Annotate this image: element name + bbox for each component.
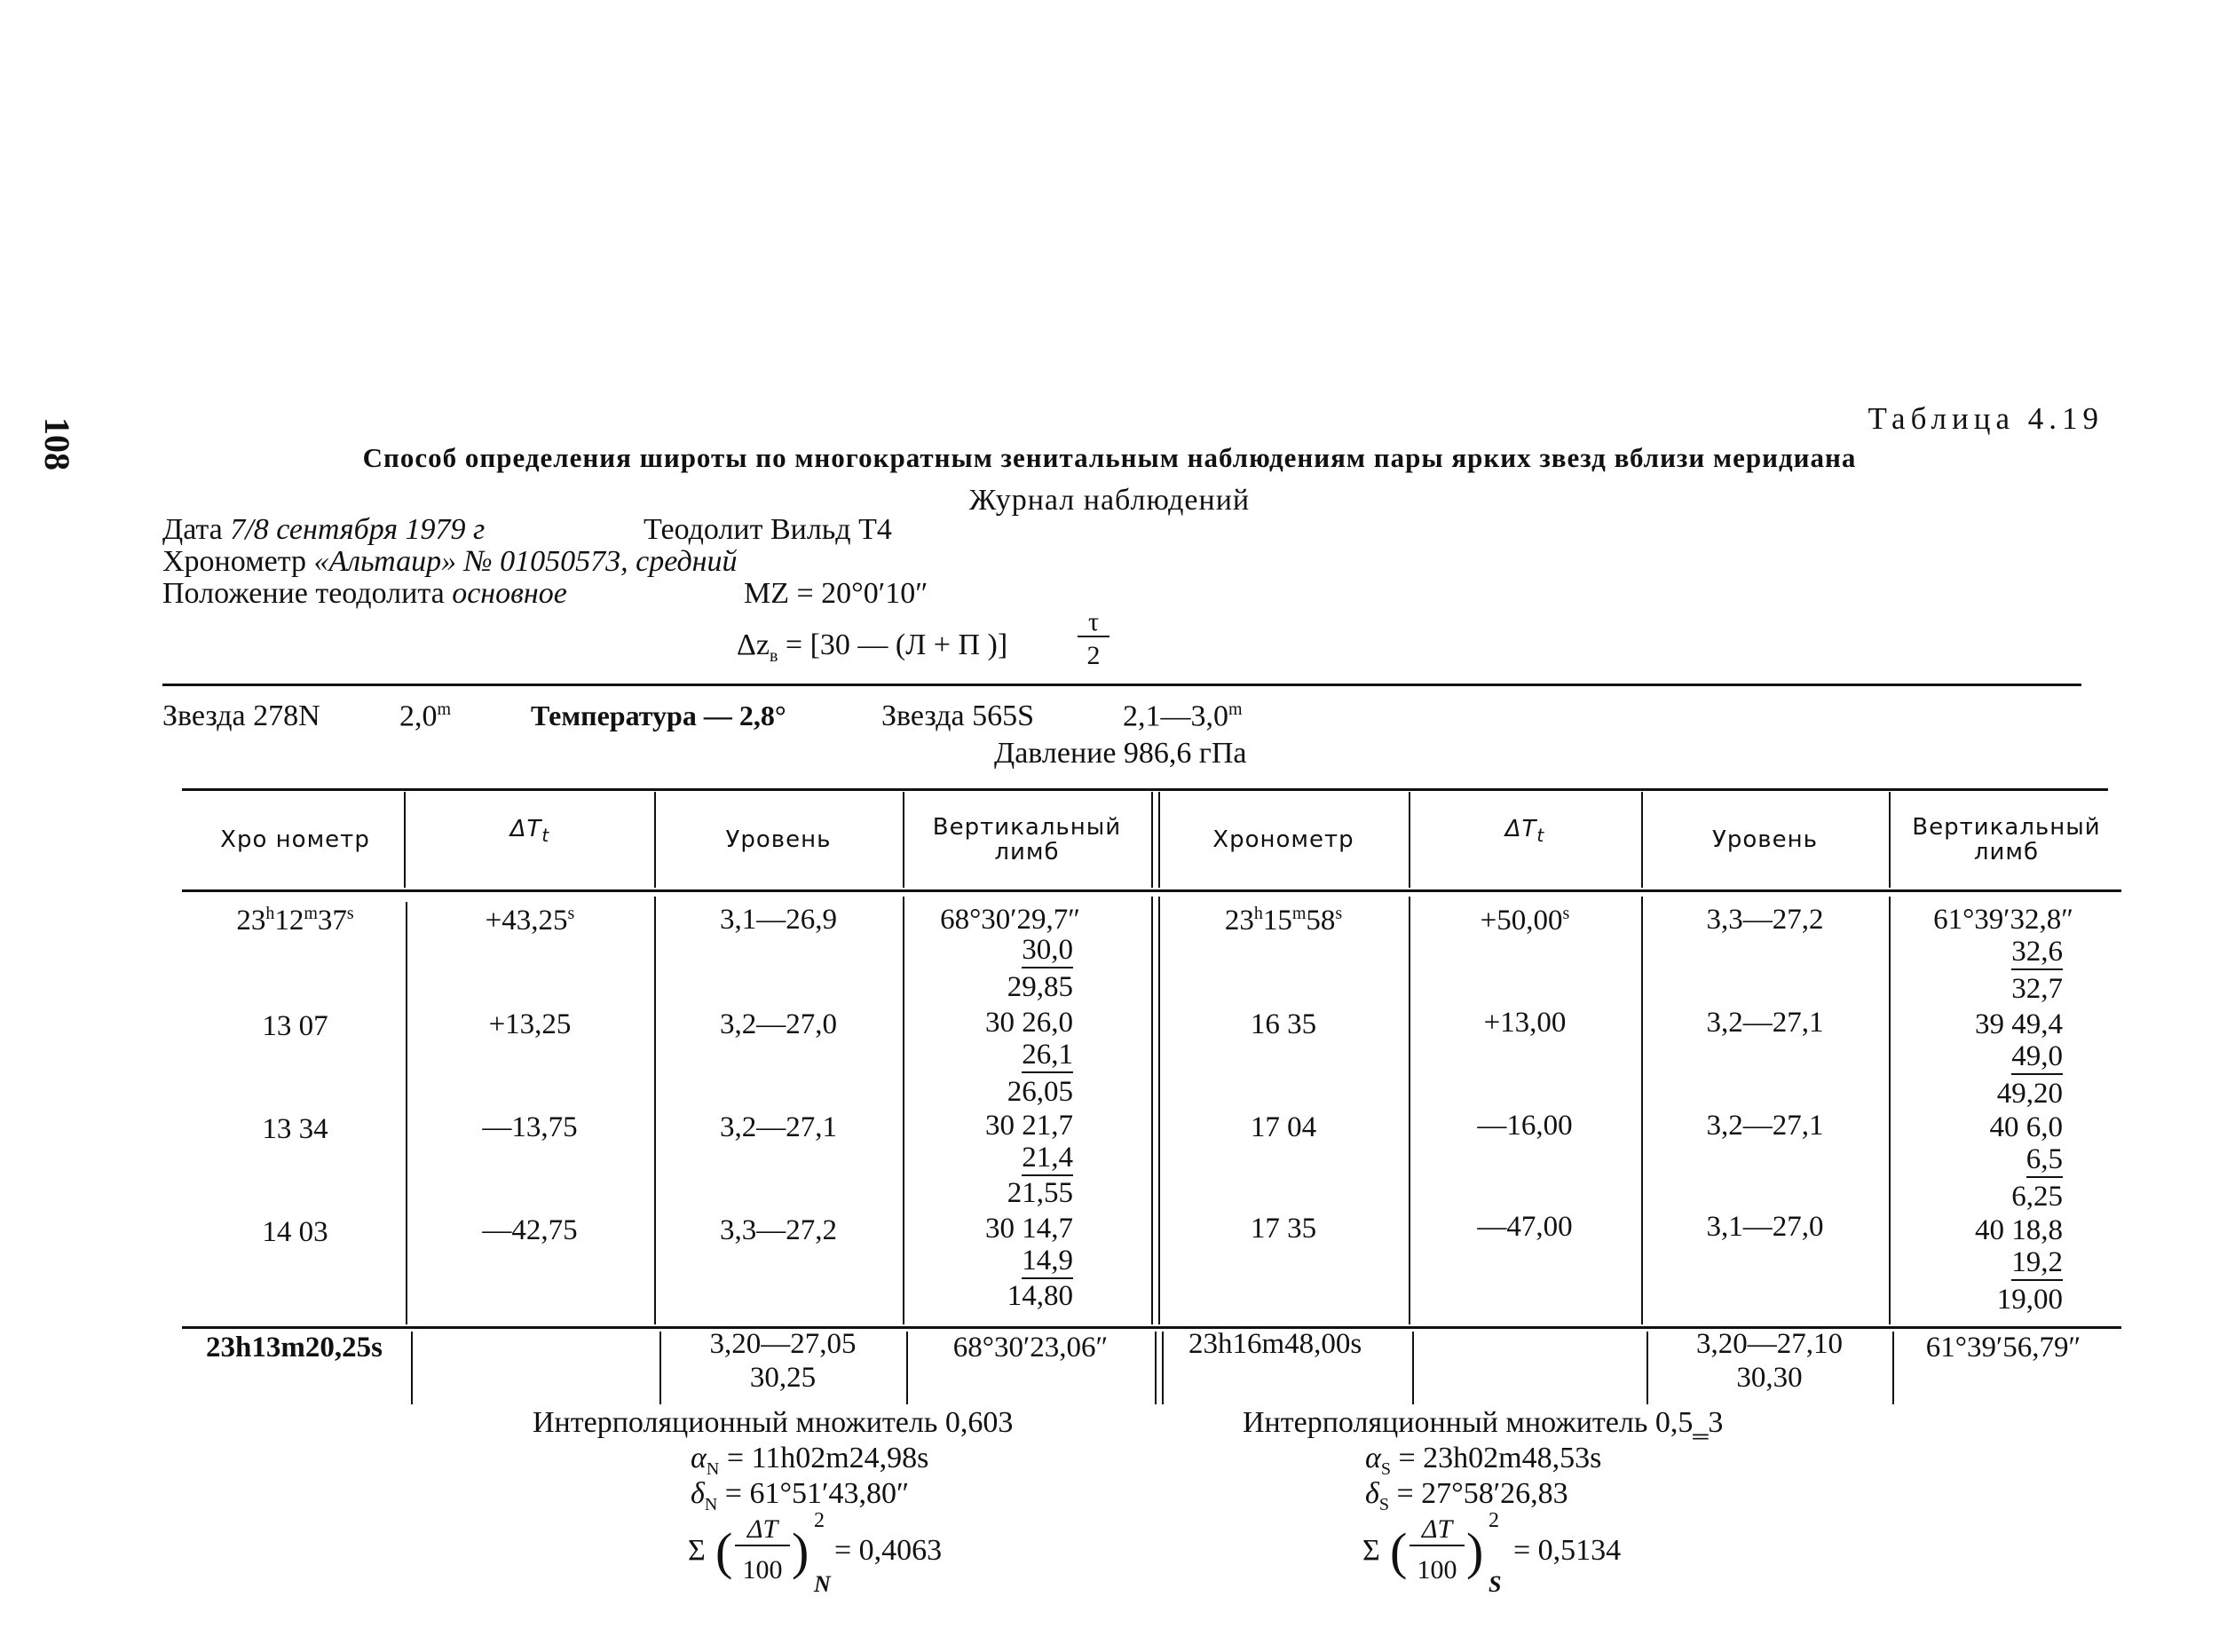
left-total-chrono: 23h13m20,25s: [206, 1332, 383, 1363]
left-limb-4b-val: 14,9: [1022, 1245, 1073, 1279]
interp-right: Интерполяционный множитель 0,5‗3: [1243, 1406, 1724, 1439]
header-dt-left: [406, 817, 654, 848]
right-dt-2: +13,00: [1483, 1007, 1567, 1039]
left-limb-3b: [903, 1142, 1073, 1176]
right-total-chrono: 23h16m48,00s: [1188, 1328, 1362, 1360]
left-dt-1: [406, 904, 654, 937]
right-limb-3b-val: 6,5: [2026, 1143, 2063, 1178]
sum-n-val: = 0,4063: [834, 1534, 943, 1567]
star-s-label: Звезда 565S: [881, 700, 1035, 732]
left-limb-3-avg: 21,55: [1007, 1177, 1073, 1209]
chrono-line: [162, 545, 738, 579]
header-dt-right-text: ΔT: [1504, 816, 1537, 842]
delta-z-formula: [737, 628, 1007, 667]
right-limb-4-avg: 19,00: [1996, 1284, 2063, 1316]
right-level-2: 3,2—27,1: [1706, 1007, 1824, 1039]
left-limb-1a: 68°30′29,7″: [940, 904, 1080, 936]
delta-s-sym: δ: [1365, 1477, 1379, 1510]
position-label: Положение теодолита: [162, 577, 445, 610]
vline: [1158, 897, 1160, 1324]
right-limb-3-avg: 6,25: [2011, 1181, 2063, 1213]
header-level-left: Уровень: [725, 826, 832, 853]
right-limb-4b-val: 19,2: [2011, 1246, 2063, 1281]
formula-left: Δz: [737, 628, 770, 661]
alpha-s-sub: S: [1380, 1458, 1391, 1479]
left-level-3: 3,2—27,1: [720, 1111, 837, 1143]
right-limb-2-avg: 49,20: [1996, 1078, 2063, 1110]
right-limb-2b: [1889, 1040, 2063, 1075]
header-level-right: Уровень: [1712, 826, 1818, 853]
mag-unit-s: m: [1228, 700, 1243, 719]
right-level-3: 3,2—27,1: [1706, 1110, 1824, 1142]
table-title: Способ определения широты по многократным зенитальным наблюдениям пары ярких звезд вблизи меридиана: [362, 442, 1857, 473]
paren-open: (: [715, 1522, 733, 1580]
right-limb-1-avg: 32,7: [2011, 973, 2063, 1005]
left-limb-2-avg: 26,05: [1007, 1076, 1073, 1108]
alpha-s: [1365, 1442, 1601, 1480]
header-chronometer-right: Хронометр: [1212, 826, 1354, 853]
header-bottom-rule: [182, 889, 2121, 892]
position-line: [162, 577, 567, 611]
formula-numerator: τ: [1078, 609, 1110, 637]
sum-s-frac-num: ΔT: [1410, 1514, 1465, 1546]
right-dt-1-val: +50,00: [1480, 905, 1563, 937]
delta-n: [691, 1477, 909, 1515]
sum-s-symbol: Σ: [1362, 1534, 1380, 1567]
temperature: Температура — 2,8°: [531, 700, 786, 731]
alpha-s-val: = 23h02m48,53s: [1398, 1442, 1602, 1474]
right-total-limb: 61°39′56,79″: [1925, 1332, 2081, 1363]
left-level-1: 3,1—26,9: [720, 904, 837, 936]
header-dt-right-sub: t: [1536, 825, 1545, 847]
unit-h: h: [1253, 904, 1263, 923]
right-limb-3b: [1889, 1143, 2063, 1178]
sum-s-frac-den: 100: [1417, 1555, 1457, 1585]
vline: [1155, 1332, 1157, 1404]
left-dt-3: —13,75: [482, 1111, 578, 1143]
header-dt-left-text: ΔT: [509, 816, 542, 842]
right-chrono-1: [1158, 904, 1409, 937]
sum-n-frac-num: ΔT: [735, 1514, 790, 1546]
delta-s: [1365, 1477, 1568, 1515]
formula-mid: = [30 — (Л + П )]: [785, 628, 1008, 661]
alpha-s-sym: α: [1365, 1442, 1381, 1474]
left-chrono-2: 13 07: [262, 1010, 328, 1042]
table-number: Таблица 4.19: [1868, 401, 2104, 436]
right-level-4: 3,1—27,0: [1706, 1211, 1824, 1243]
right-dt-4: —47,00: [1477, 1211, 1573, 1243]
right-total-level-sum: 30,30: [1736, 1362, 1803, 1394]
header-chronometer-left: Хро нометр: [220, 826, 370, 853]
theodolite-line: Теодолит Вильд Т4: [644, 513, 892, 546]
chrono-value: «Альтаир» № 01050573, средний: [313, 545, 738, 578]
right-limb-2a: 39 49,4: [1975, 1008, 2063, 1040]
left-level-4: 3,3—27,2: [720, 1214, 837, 1246]
vline: [1151, 792, 1153, 888]
paren-close: ): [1466, 1522, 1484, 1580]
formula-denominator: 2: [1086, 641, 1101, 670]
chrono-label: Хронометр: [162, 545, 306, 578]
star-n-label: Звезда 278N: [162, 700, 320, 732]
right-level-1: 3,3—27,2: [1706, 904, 1824, 936]
mag-s: 2,1—3,0: [1123, 700, 1228, 733]
delta-n-sub: N: [704, 1494, 718, 1514]
position-value: основное: [452, 577, 567, 610]
left-total-limb: 68°30′23,06″: [952, 1332, 1109, 1363]
delta-n-sym: δ: [691, 1477, 705, 1510]
left-total-level-sum: 30,25: [749, 1362, 817, 1394]
unit-s: s: [567, 904, 575, 923]
left-limb-1b: [903, 934, 1073, 968]
alpha-n-val: = 11h02m24,98s: [726, 1442, 929, 1474]
unit-s: s: [1562, 904, 1570, 923]
delta-n-val: = 61°51′43,80″: [724, 1477, 910, 1510]
sum-s-sub: S: [1489, 1571, 1502, 1597]
left-limb-3a: 30 21,7: [985, 1110, 1073, 1142]
right-limb-1b: [1889, 936, 2063, 970]
sum-n-frac-den: 100: [742, 1555, 783, 1585]
left-chrono-1-m: 12: [274, 905, 304, 937]
sum-s-exp: 2: [1489, 1509, 1499, 1532]
star-n-magnitude: [399, 700, 451, 733]
sum-s-val: = 0,5134: [1513, 1534, 1622, 1567]
unit-h: h: [265, 904, 275, 923]
star-s-magnitude: [1123, 700, 1243, 733]
vline: [1151, 897, 1153, 1324]
unit-s: s: [346, 904, 354, 923]
header-dt-right: [1409, 817, 1641, 848]
left-dt-1-val: +43,25: [485, 905, 568, 937]
left-limb-2b: [903, 1039, 1073, 1073]
right-dt-3: —16,00: [1477, 1110, 1573, 1142]
rule-top: [162, 684, 2081, 686]
interp-left: Интерполяционный множитель 0,603: [533, 1406, 1014, 1439]
right-limb-1a: 61°39′32,8″: [1933, 904, 2073, 936]
sum-n-symbol: Σ: [688, 1534, 706, 1567]
left-chrono-4: 14 03: [262, 1216, 328, 1248]
pressure: Давление 986,6 гПа: [994, 737, 1247, 770]
date-label: Дата: [162, 513, 223, 546]
left-limb-3b-val: 21,4: [1022, 1142, 1073, 1176]
left-limb-1b-val: 30,0: [1022, 934, 1073, 968]
right-total-level: 3,20—27,10: [1696, 1328, 1843, 1360]
vline: [411, 1332, 413, 1404]
right-chrono-1-m: 15: [1262, 905, 1292, 937]
mag-n: 2,0: [399, 700, 438, 733]
date-line: [162, 513, 485, 547]
left-limb-2b-val: 26,1: [1022, 1039, 1073, 1073]
left-limb-4b: [903, 1245, 1073, 1279]
delta-s-val: = 27°58′26,83: [1396, 1477, 1568, 1510]
right-dt-1: [1409, 904, 1641, 937]
header-dt-left-sub: t: [541, 825, 550, 847]
unit-m: m: [304, 904, 318, 923]
left-dt-2: +13,25: [488, 1008, 572, 1040]
right-limb-1b-val: 32,6: [2011, 936, 2063, 970]
unit-s: s: [1335, 904, 1343, 923]
left-limb-4a: 30 14,7: [985, 1213, 1073, 1245]
left-limb-1-avg: 29,85: [1007, 971, 1073, 1003]
right-limb-4b: [1889, 1246, 2063, 1281]
right-chrono-1-h: 23: [1224, 905, 1254, 937]
mag-unit: m: [437, 700, 452, 719]
left-limb-4-avg: 14,80: [1007, 1280, 1073, 1312]
header-limb-left: Вертикальный лимб: [932, 814, 1122, 866]
alpha-n: [691, 1442, 928, 1480]
right-limb-3a: 40 6,0: [1989, 1111, 2063, 1143]
left-level-2: 3,2—27,0: [720, 1008, 837, 1040]
left-limb-2a: 30 26,0: [985, 1007, 1073, 1039]
right-limb-4a: 40 18,8: [1975, 1214, 2063, 1246]
page-number: 108: [37, 417, 77, 470]
left-dt-4: —42,75: [482, 1214, 578, 1246]
alpha-n-sym: α: [691, 1442, 707, 1474]
left-chrono-1: [186, 904, 404, 937]
right-chrono-4: 17 35: [1250, 1213, 1317, 1245]
right-chrono-1-s: 58: [1306, 905, 1336, 937]
mz-value: MZ = 20°0′10″: [744, 577, 928, 610]
table-top-rule: [182, 788, 2108, 791]
vline: [654, 897, 656, 1324]
alpha-n-sub: N: [706, 1458, 720, 1479]
left-chrono-1-s: 37: [317, 905, 347, 937]
date-value: 7/8 сентября 1979 г: [230, 513, 486, 546]
header-limb-right: Вертикальный лимб: [1912, 814, 2101, 866]
left-chrono-3: 13 34: [262, 1113, 328, 1145]
sum-n-exp: 2: [814, 1509, 825, 1532]
table-subtitle: Журнал наблюдений: [968, 484, 1251, 517]
right-limb-2b-val: 49,0: [2011, 1040, 2063, 1075]
paren-open: (: [1390, 1522, 1408, 1580]
sum-n-sub: N: [814, 1571, 831, 1597]
formula-sub: в: [769, 645, 778, 666]
right-chrono-2: 16 35: [1250, 1008, 1317, 1040]
right-chrono-3: 17 04: [1250, 1111, 1317, 1143]
delta-s-sub: S: [1378, 1494, 1389, 1514]
left-total-level: 3,20—27,05: [709, 1328, 857, 1360]
left-chrono-1-h: 23: [236, 905, 266, 937]
unit-m: m: [1291, 904, 1307, 923]
paren-close: ): [792, 1522, 809, 1580]
